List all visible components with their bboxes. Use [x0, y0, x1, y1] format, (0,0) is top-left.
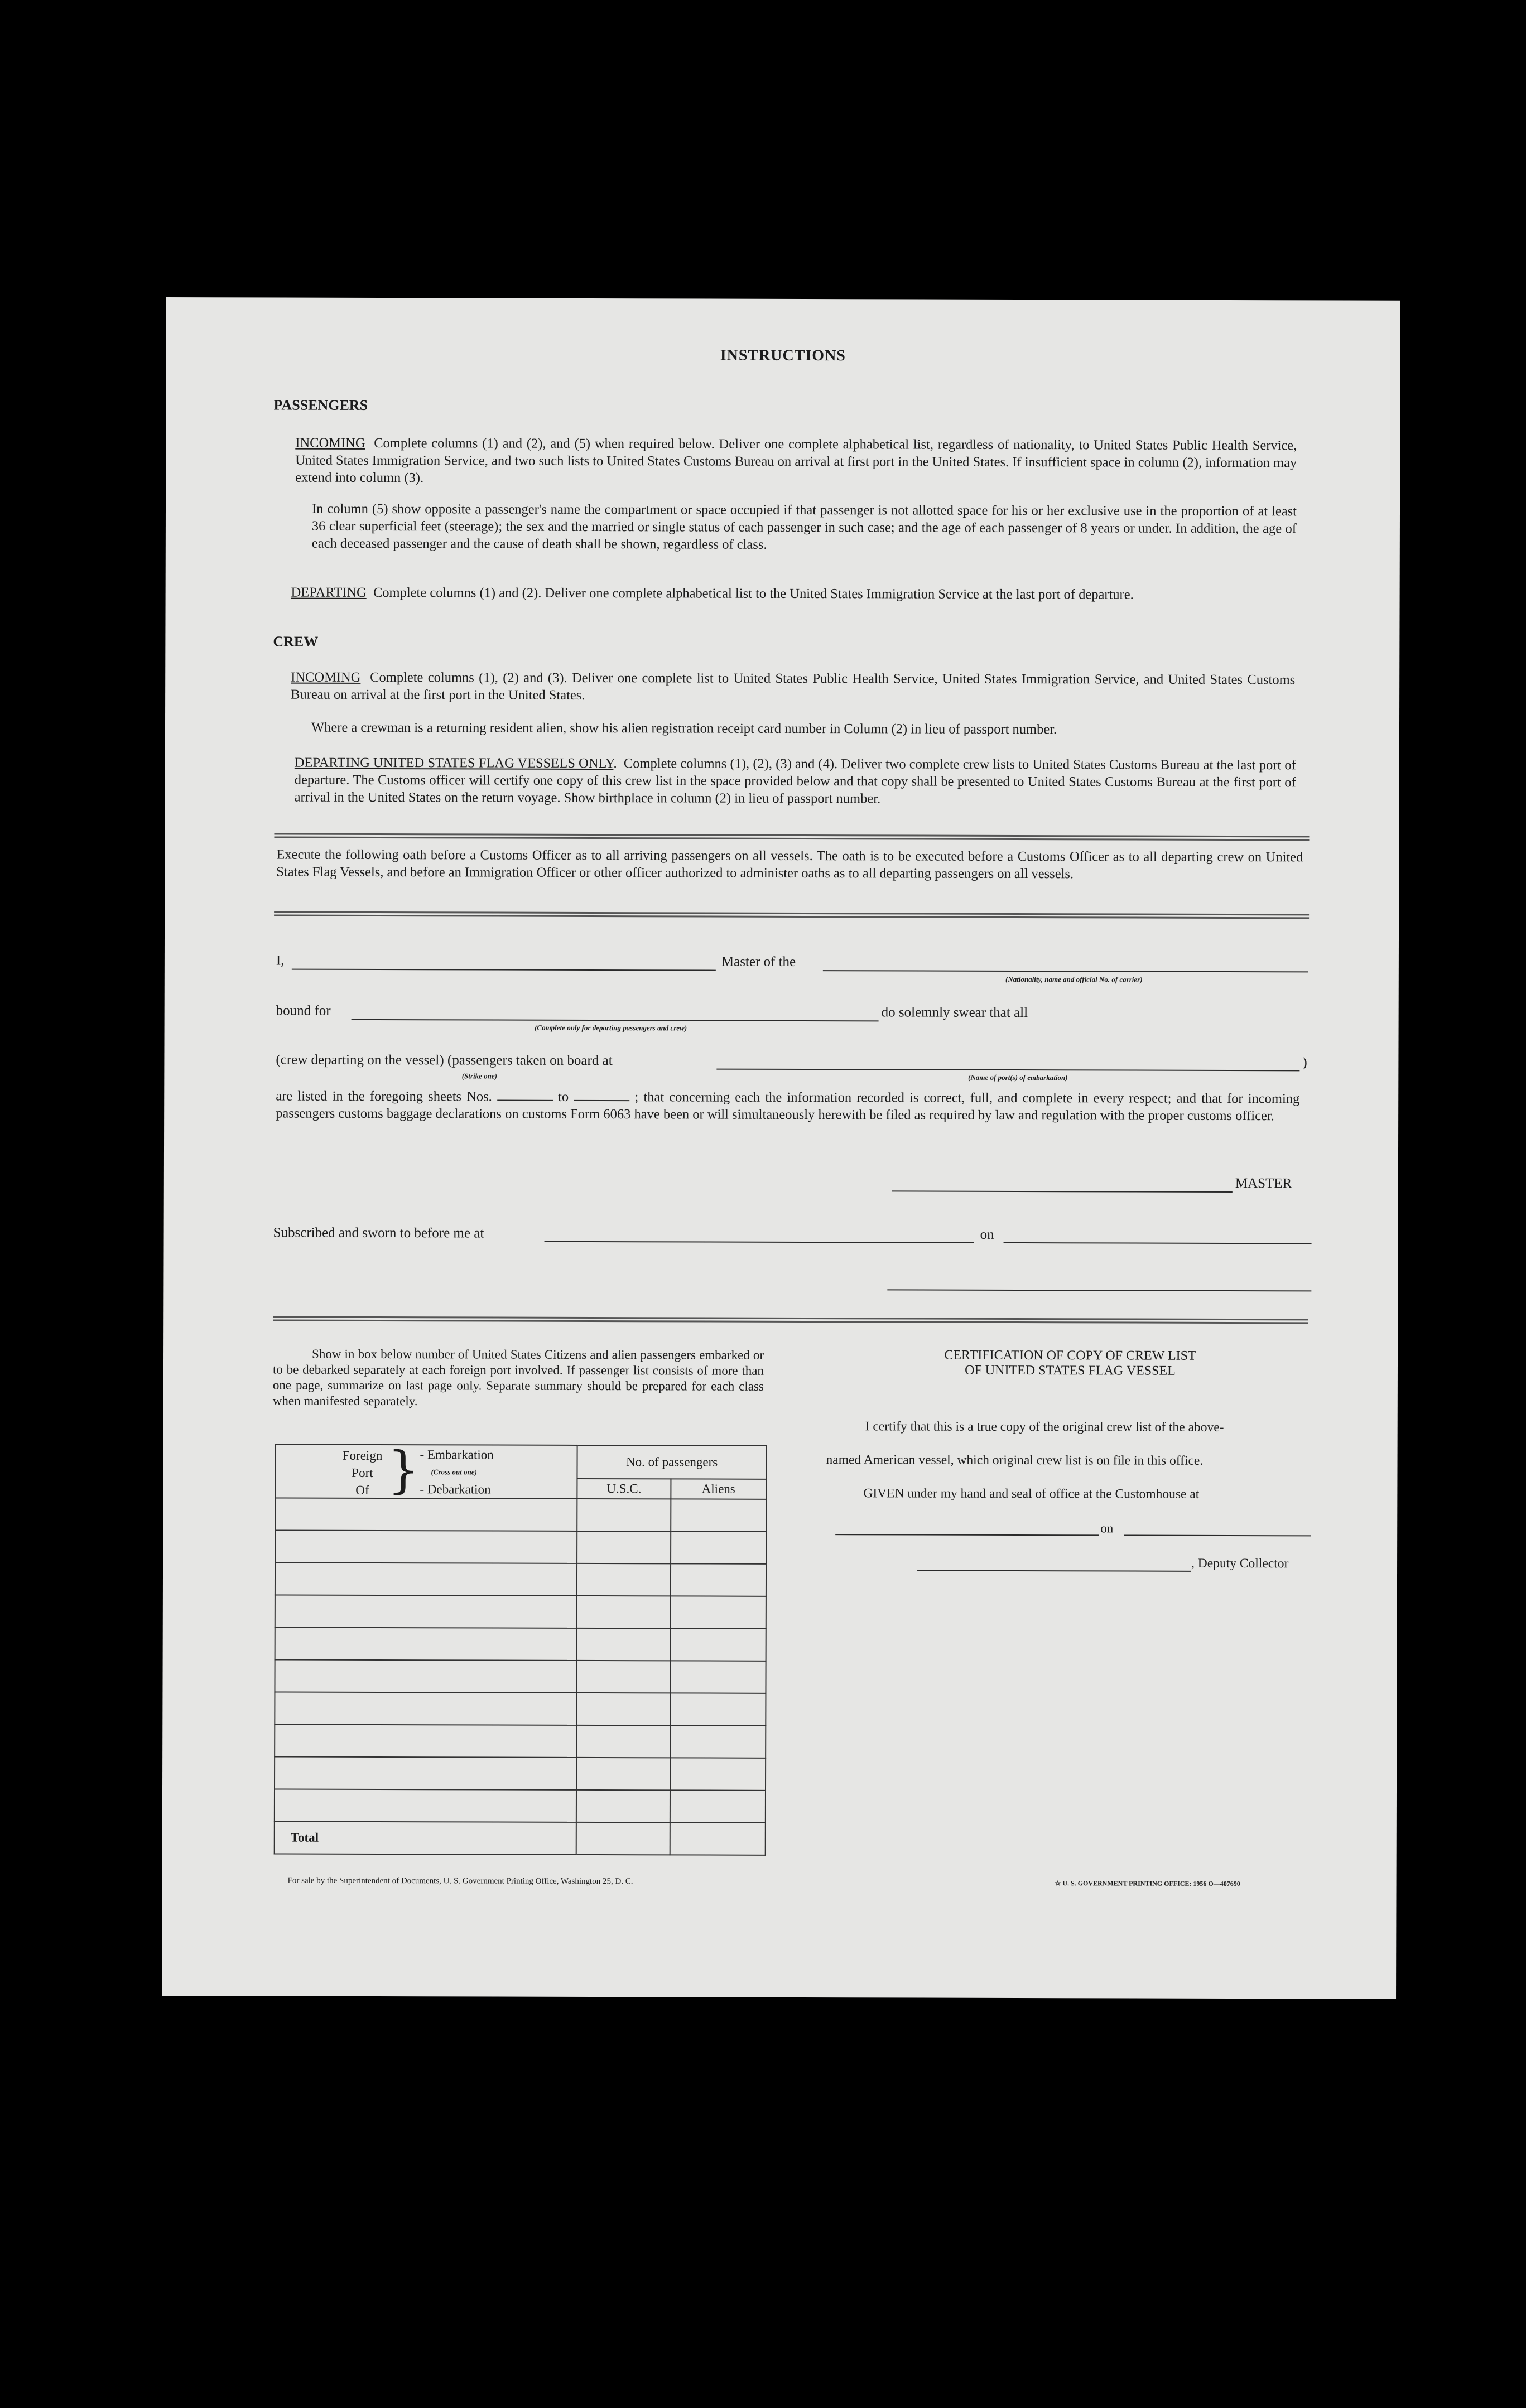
subscribed-label: Subscribed and sworn to before me at — [273, 1225, 484, 1241]
total-usc-cell[interactable] — [576, 1822, 670, 1855]
certification-title — [833, 1348, 1307, 1379]
aliens-cell[interactable] — [670, 1596, 766, 1628]
usc-cell[interactable] — [577, 1563, 671, 1596]
summary-instructions: Show in box below number of United States Citizens and alien passengers embarked or to be debarked separately at each foreign port involved. If passenger list consists of more than one page, summarize on last page only. Separate summary should be prepared for each class when manifested separately. — [272, 1347, 764, 1408]
departing-flag-text: Complete columns (1), (2), (3) and (4). Deliver two complete crew lists to United States Customs Bureau at the last port of departure. The Customs officer will certify one copy of this crew list in the space provided below and that copy shall be presented to United States Customs Bureau at the first port of arrival in the United States on the return voyage. Show birthplace in column (2) in lieu of passport number. — [294, 756, 1296, 807]
passengers-departing-paragraph — [291, 584, 1297, 604]
brace-icon: } — [387, 1441, 420, 1500]
port-cell[interactable] — [275, 1660, 576, 1693]
port-cell[interactable] — [275, 1757, 576, 1790]
sale-footer: For sale by the Superintendent of Documents, U. S. Government Printing Office, Washington 25, D. C. — [287, 1876, 633, 1886]
master-of-label: Master of the — [721, 954, 796, 969]
usc-cell[interactable] — [577, 1628, 671, 1661]
aliens-cell[interactable] — [671, 1563, 767, 1596]
sheet-from-field[interactable] — [497, 1100, 553, 1101]
officer-signature-field[interactable] — [887, 1289, 1311, 1291]
passengers-heading: PASSENGERS — [273, 397, 368, 413]
column5-paragraph: In column (5) show opposite a passenger's name the compartment or space occupied if that passenger is not allotted space for his or her exclusive use in the proportion of at least 36 clear superficial feet (steerage); the sex and the married or single status of each passenger in such case; and the age of each passenger of 8 years or under. In addition, the age of each deceased passenger and the cause of death shall be shown, regardless of class. — [311, 501, 1297, 552]
close-paren: ) — [1302, 1055, 1307, 1070]
table-row — [275, 1692, 766, 1726]
table-row — [275, 1531, 766, 1564]
certification-date-field[interactable] — [1124, 1535, 1311, 1537]
listed-to: to — [558, 1089, 569, 1104]
aliens-cell[interactable] — [670, 1628, 766, 1661]
port-header-cell — [275, 1441, 577, 1500]
listed-paragraph — [276, 1088, 1299, 1125]
table-row — [275, 1563, 766, 1596]
incoming-label: INCOMING — [295, 435, 365, 451]
certification-title-line2: OF UNITED STATES FLAG VESSEL — [965, 1363, 1176, 1378]
table-row — [275, 1757, 766, 1791]
incoming-text: Complete columns (1) and (2), and (5) when required below. Deliver one complete alphabetical list, regardless of nationality, to United States Public Health Service, United States Immigration Service, and two such lists to United States Customs Bureau on arrival at first port in the United States. If insufficient space in column (2), information may extend into column (3). — [295, 435, 1297, 486]
divider — [273, 1316, 1308, 1324]
aliens-cell[interactable] — [670, 1661, 766, 1693]
sworn-place-field[interactable] — [545, 1241, 974, 1243]
table-row — [275, 1660, 766, 1693]
sworn-date-field[interactable] — [1004, 1242, 1312, 1244]
passengers-incoming-paragraph — [295, 435, 1297, 489]
foreign-label: Foreign — [342, 1448, 383, 1463]
aliens-cell[interactable] — [670, 1790, 766, 1822]
usc-cell[interactable] — [577, 1499, 671, 1531]
master-name-field[interactable] — [292, 969, 716, 971]
departing-flag-paragraph: DEPARTING UNITED STATES FLAG VESSELS ONLY. Complete columns (1), (2), (3) and (4). Deliver two complete crew lists to United States Customs Bureau at the last port of departure. The Customs officer will certify one copy of this crew list in the space provided below and that copy shall be presented to United States Customs Bureau at the first port of arrival in the United States on the return voyage. Show birthplace in column (2) in lieu of passport number. — [294, 755, 1296, 807]
crew-incoming-label: INCOMING — [291, 669, 361, 685]
crew-heading: CREW — [273, 633, 319, 650]
port-cell[interactable] — [275, 1628, 577, 1661]
port-cell[interactable] — [275, 1563, 577, 1596]
certification-line1: I certify that this is a true copy of the original crew list of the above- — [865, 1419, 1224, 1435]
aliens-cell[interactable] — [671, 1499, 767, 1531]
crew-line-text: (crew departing on the vessel) (passengers taken on board at — [276, 1052, 613, 1069]
bound-for-field[interactable] — [352, 1019, 879, 1021]
usc-cell[interactable] — [577, 1531, 671, 1563]
customhouse-field[interactable] — [835, 1534, 1099, 1536]
usc-cell[interactable] — [577, 1693, 671, 1725]
usc-cell[interactable] — [576, 1790, 670, 1822]
port-cell[interactable] — [275, 1692, 576, 1725]
sworn-on-label: on — [980, 1227, 994, 1242]
cross-out-caption: (Cross out one) — [431, 1468, 477, 1476]
usc-cell[interactable] — [577, 1661, 671, 1693]
aliens-cell[interactable] — [670, 1693, 766, 1725]
departing-label: DEPARTING — [291, 585, 367, 600]
aliens-cell[interactable] — [671, 1531, 767, 1563]
certification-title-line1: CERTIFICATION OF COPY OF CREW LIST — [944, 1348, 1196, 1363]
divider — [274, 911, 1309, 919]
port-caption: (Name of port(s) of embarkation) — [968, 1073, 1068, 1082]
nationality-caption: (Nationality, name and official No. of carrier) — [1005, 974, 1143, 984]
certification-on-label: on — [1100, 1521, 1114, 1536]
embarkation-label: - Embarkation — [420, 1447, 494, 1462]
table-row — [275, 1498, 766, 1532]
embarkation-port-field[interactable] — [716, 1069, 1299, 1072]
table-row — [275, 1595, 766, 1629]
departing-text: Complete columns (1) and (2). Deliver one complete alphabetical list to the United States Immigration Service at the last port of departure. — [373, 585, 1134, 602]
instructions-title: INSTRUCTIONS — [720, 346, 846, 365]
strike-caption: (Strike one) — [461, 1072, 497, 1080]
crewman-paragraph: Where a crewman is a returning resident alien, show his alien registration receipt card number in Column (2) in lieu of passport number. — [311, 720, 1057, 737]
sheet-to-field[interactable] — [574, 1100, 629, 1101]
table-row — [275, 1628, 766, 1661]
swear-text: do solemnly swear that all — [881, 1005, 1028, 1021]
certification-line3: GIVEN under my hand and seal of office at the Customhouse at — [863, 1486, 1200, 1502]
port-cell[interactable] — [275, 1531, 577, 1563]
no-passengers-header: No. of passengers — [577, 1445, 767, 1479]
certification-line2: named American vessel, which original crew list is on file in this office. — [826, 1452, 1204, 1468]
usc-header: U.S.C. — [577, 1479, 671, 1499]
passenger-summary-table — [274, 1441, 767, 1856]
crew-incoming-text: Complete columns (1), (2) and (3). Deliver one complete list to United States Public Health Service, United States Immigration Service, and United States Customs Bureau on arrival at the first port in the United States. — [291, 669, 1296, 703]
oath-i-label: I, — [276, 953, 285, 968]
usc-cell[interactable] — [577, 1596, 671, 1628]
departing-flag-label: DEPARTING UNITED STATES FLAG VESSELS ONLY — [294, 755, 614, 771]
port-label: Port — [352, 1465, 373, 1480]
usc-cell[interactable] — [576, 1725, 670, 1758]
port-cell[interactable] — [275, 1595, 577, 1628]
table-row — [275, 1789, 766, 1823]
total-aliens-cell[interactable] — [670, 1822, 766, 1855]
listed-text: ; that concerning each the information recorded is correct, full, and complete in every respect; and that for incoming passengers customs baggage declarations on customs Form 6063 have been or will simultaneously herewith be filed as required by law and regulation with the proper customs officer. — [276, 1089, 1300, 1124]
gpo-footer: ☆ U. S. GOVERNMENT PRINTING OFFICE: 1956 O—407690 — [1055, 1879, 1240, 1888]
debarkation-label: - Debarkation — [420, 1482, 491, 1497]
divider — [274, 833, 1309, 841]
of-label: Of — [355, 1483, 369, 1497]
crew-incoming-paragraph — [291, 669, 1295, 706]
oath-intro: Execute the following oath before a Customs Officer as to all arriving passengers on all vessels. The oath is to be executed before a Customs Officer as to all departing crew on United States Flag Vessels, and before an Immigration Officer or other officer authorized to administer oaths as to all departing passengers on all vessels. — [276, 847, 1303, 882]
port-cell[interactable] — [275, 1498, 577, 1531]
master-label: MASTER — [1235, 1176, 1292, 1191]
listed-prefix: are listed in the foregoing sheets Nos. — [276, 1088, 492, 1104]
deputy-collector-label: , Deputy Collector — [1191, 1556, 1289, 1571]
aliens-header: Aliens — [671, 1479, 766, 1499]
bound-caption: (Complete only for departing passengers and crew) — [535, 1023, 687, 1032]
aliens-cell[interactable] — [670, 1725, 766, 1758]
bound-for-label: bound for — [276, 1003, 331, 1019]
aliens-cell[interactable] — [670, 1758, 766, 1790]
master-signature-field[interactable] — [892, 1190, 1233, 1193]
form-sheet — [162, 297, 1400, 1999]
table-row — [275, 1725, 766, 1758]
usc-cell[interactable] — [576, 1758, 670, 1790]
port-cell[interactable] — [275, 1725, 576, 1758]
deputy-signature-field[interactable] — [917, 1570, 1191, 1572]
total-label: Total — [275, 1822, 576, 1855]
port-cell[interactable] — [275, 1789, 576, 1822]
carrier-field[interactable] — [823, 970, 1308, 972]
